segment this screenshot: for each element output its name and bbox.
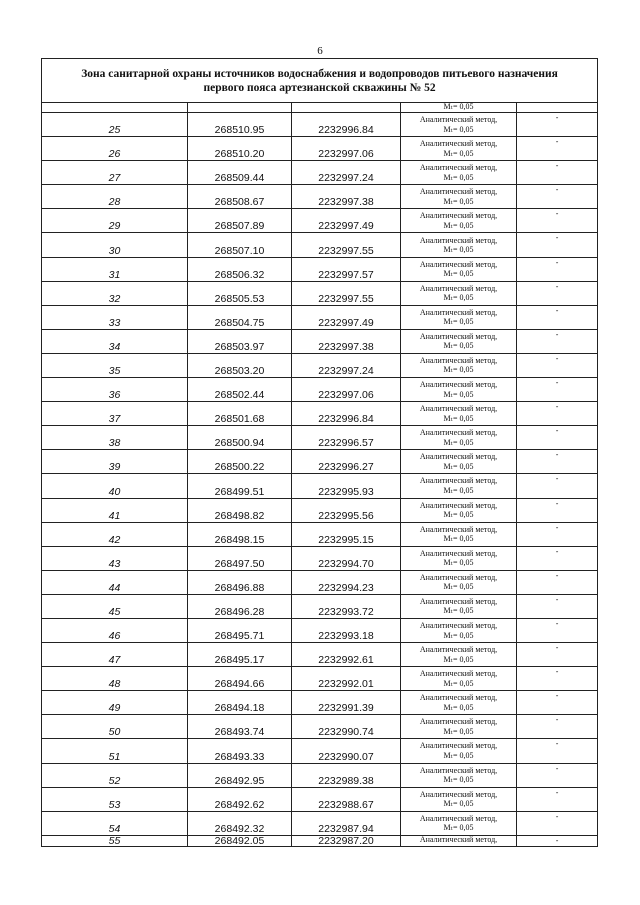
x-coordinate-cell: 268493.33 [188,739,292,763]
method-precision: Mₜ= 0,05 [443,245,474,255]
method-precision: Mₜ= 0,05 [443,172,474,182]
note-cell: - [517,763,598,787]
y-coordinate-cell: 2232997.57 [292,257,401,281]
method-cell [401,715,517,739]
method-precision: Mₜ= 0,05 [443,413,474,423]
y-coordinate-cell: 2232992.61 [292,643,401,667]
note-cell: - [517,353,598,377]
method-name: Аналитический метод, [419,452,498,462]
point-number-cell: 49 [42,691,188,715]
method-name: Аналитический метод, [419,211,498,221]
note-cell: - [517,426,598,450]
x-coordinate-cell: 268506.32 [188,257,292,281]
x-coordinate-cell: 268498.15 [188,522,292,546]
method-cell [401,618,517,642]
x-coordinate-cell: 268510.95 [188,113,292,137]
y-coordinate-cell: 2232995.56 [292,498,401,522]
point-number-cell: 31 [42,257,188,281]
y-coordinate-cell: 2232996.27 [292,450,401,474]
method-name: Аналитический метод, [419,717,498,727]
note-cell: - [517,498,598,522]
method-name: Аналитический метод, [419,500,498,510]
page-number: 6 [317,45,323,57]
note-cell: - [517,281,598,305]
y-coordinate-cell: 2232991.39 [292,691,401,715]
method-name: Аналитический метод, [419,813,498,823]
point-number-cell: 50 [42,715,188,739]
x-coordinate-cell: 268498.82 [188,498,292,522]
method-name: Аналитический метод, [419,139,498,149]
method-precision: Mₜ= 0,05 [443,702,474,712]
method-cell [401,103,517,113]
table-body [42,59,598,847]
table-row [42,546,598,570]
table-row [42,618,598,642]
method-name: Аналитический метод, [419,645,498,655]
note-cell: - [517,402,598,426]
point-number-cell: 35 [42,353,188,377]
method-precision: Mₜ= 0,05 [443,461,474,471]
x-coordinate-cell: 268505.53 [188,281,292,305]
method-precision: Mₜ= 0,05 [443,775,474,785]
note-cell: - [517,546,598,570]
method-precision: Mₜ= 0,05 [443,534,474,544]
y-coordinate-cell: 2232994.70 [292,546,401,570]
note-cell: - [517,811,598,835]
x-coordinate-cell: 268510.20 [188,137,292,161]
method-cell [401,835,517,846]
x-coordinate-cell: 268503.20 [188,353,292,377]
y-coordinate-cell: 2232997.38 [292,329,401,353]
table-row [42,811,598,835]
table-row [42,739,598,763]
x-coordinate-cell: 268495.71 [188,618,292,642]
method-name: Аналитический метод, [419,669,498,679]
point-number-cell: 33 [42,305,188,329]
table-row [42,787,598,811]
x-coordinate-cell: 268503.97 [188,329,292,353]
table-row [42,378,598,402]
method-name: Аналитический метод, [419,693,498,703]
method-name: Аналитический метод, [419,187,498,197]
y-coordinate-cell: 2232997.55 [292,233,401,257]
table-row [42,185,598,209]
method-precision: Mₜ= 0,05 [443,341,474,351]
x-coordinate-cell: 268493.74 [188,715,292,739]
point-number-cell: 54 [42,811,188,835]
y-coordinate-cell: 2232996.84 [292,113,401,137]
method-name: Аналитический метод, [419,115,498,125]
y-coordinate-cell: 2232997.24 [292,353,401,377]
note-cell: - [517,329,598,353]
y-coordinate-cell: 2232996.57 [292,426,401,450]
note-cell: - [517,305,598,329]
table-row [42,233,598,257]
method-name: Аналитический метод, [419,355,498,365]
point-number-cell: 38 [42,426,188,450]
method-precision: Mₜ= 0,05 [443,102,474,111]
method-cell [401,402,517,426]
note-cell: - [517,594,598,618]
point-number-cell: 45 [42,594,188,618]
method-name: Аналитический метод, [419,524,498,534]
method-cell [401,161,517,185]
method-cell [401,739,517,763]
table-row [42,137,598,161]
point-number-cell: 26 [42,137,188,161]
point-number-cell: 37 [42,402,188,426]
point-number-cell: 29 [42,209,188,233]
point-number-cell: 52 [42,763,188,787]
x-coordinate-cell: 268496.28 [188,594,292,618]
table-row [42,305,598,329]
method-precision: Mₜ= 0,05 [443,654,474,664]
y-coordinate-cell: 2232990.07 [292,739,401,763]
note-cell: - [517,185,598,209]
method-name: Аналитический метод, [419,765,498,775]
y-coordinate-cell: 2232993.72 [292,594,401,618]
table-row [42,353,598,377]
note-cell: - [517,715,598,739]
y-coordinate-cell: 2232997.49 [292,209,401,233]
x-coordinate-cell: 268501.68 [188,402,292,426]
table-row [42,835,598,846]
method-cell [401,691,517,715]
x-coordinate-cell: 268509.44 [188,161,292,185]
method-name: Аналитический метод, [419,835,498,844]
y-coordinate-cell: 2232997.55 [292,281,401,305]
method-precision: Mₜ= 0,05 [443,510,474,520]
note-cell: - [517,739,598,763]
table-row [42,113,598,137]
method-cell [401,329,517,353]
method-name: Аналитический метод, [419,331,498,341]
table-row [42,643,598,667]
x-coordinate-cell: 268507.89 [188,209,292,233]
method-precision: Mₜ= 0,05 [443,365,474,375]
method-cell [401,378,517,402]
y-coordinate-cell: 2232987.94 [292,811,401,835]
x-coordinate-cell: 268492.62 [188,787,292,811]
point-number-cell: 43 [42,546,188,570]
point-number-cell: 55 [42,835,188,846]
y-coordinate-cell: 2232997.24 [292,161,401,185]
title-line-1: Зона санитарной охраны источников водоснабжения и водопроводов питьевого назначения [81,67,558,80]
point-number-cell: 41 [42,498,188,522]
point-number-cell: 48 [42,667,188,691]
y-coordinate-cell: 2232995.93 [292,474,401,498]
method-cell [401,546,517,570]
table-row [42,209,598,233]
method-name: Аналитический метод, [419,380,498,390]
point-number-cell: 36 [42,378,188,402]
note-cell: - [517,257,598,281]
point-number-cell: 28 [42,185,188,209]
table-row [42,570,598,594]
table-title [42,59,598,103]
point-number-cell [42,103,188,113]
table-row [42,257,598,281]
method-cell [401,522,517,546]
method-cell [401,305,517,329]
title-line-2: первого пояса артезианской скважины № 52 [203,81,436,94]
method-name: Аналитический метод, [419,476,498,486]
note-cell: - [517,618,598,642]
method-cell [401,498,517,522]
method-name: Аналитический метод, [419,741,498,751]
method-precision: Mₜ= 0,05 [443,196,474,206]
table-row [42,594,598,618]
y-coordinate-cell: 2232993.18 [292,618,401,642]
x-coordinate-cell: 268492.95 [188,763,292,787]
note-cell: - [517,137,598,161]
x-coordinate-cell: 268507.10 [188,233,292,257]
y-coordinate-cell: 2232995.15 [292,522,401,546]
point-number-cell: 34 [42,329,188,353]
note-cell: - [517,450,598,474]
method-name: Аналитический метод, [419,307,498,317]
note-cell [517,103,598,113]
table-row [42,450,598,474]
x-coordinate-cell: 268494.66 [188,667,292,691]
table-row [42,103,598,113]
point-number-cell: 39 [42,450,188,474]
x-coordinate-cell: 268500.22 [188,450,292,474]
method-name: Аналитический метод, [419,621,498,631]
method-name: Аналитический метод, [419,789,498,799]
method-precision: Mₜ= 0,05 [443,389,474,399]
method-precision: Mₜ= 0,05 [443,558,474,568]
point-number-cell: 47 [42,643,188,667]
y-coordinate-cell [292,103,401,113]
point-number-cell: 42 [42,522,188,546]
method-precision: Mₜ= 0,05 [443,269,474,279]
method-cell [401,667,517,691]
x-coordinate-cell: 268499.51 [188,474,292,498]
method-precision: Mₜ= 0,05 [443,317,474,327]
coordinates-table [41,58,598,847]
table-row [42,498,598,522]
method-cell [401,787,517,811]
table-row [42,426,598,450]
method-cell [401,474,517,498]
method-cell [401,570,517,594]
x-coordinate-cell [188,103,292,113]
method-precision: Mₜ= 0,05 [443,750,474,760]
x-coordinate-cell: 268496.88 [188,570,292,594]
note-cell: - [517,522,598,546]
method-cell [401,233,517,257]
method-name: Аналитический метод, [419,163,498,173]
note-cell: - [517,643,598,667]
y-coordinate-cell: 2232992.01 [292,667,401,691]
table-row [42,402,598,426]
method-cell [401,257,517,281]
method-cell [401,763,517,787]
method-cell [401,643,517,667]
method-cell [401,450,517,474]
method-cell [401,137,517,161]
x-coordinate-cell: 268502.44 [188,378,292,402]
y-coordinate-cell: 2232997.06 [292,137,401,161]
table-row [42,763,598,787]
note-cell: - [517,113,598,137]
note-cell: - [517,233,598,257]
x-coordinate-cell: 268492.05 [188,835,292,846]
method-precision: Mₜ= 0,05 [443,485,474,495]
method-precision: Mₜ= 0,05 [443,220,474,230]
table-row [42,329,598,353]
method-precision: Mₜ= 0,05 [443,678,474,688]
point-number-cell: 32 [42,281,188,305]
y-coordinate-cell: 2232997.49 [292,305,401,329]
y-coordinate-cell: 2232996.84 [292,402,401,426]
method-precision: Mₜ= 0,05 [443,726,474,736]
point-number-cell: 27 [42,161,188,185]
y-coordinate-cell: 2232989.38 [292,763,401,787]
x-coordinate-cell: 268500.94 [188,426,292,450]
note-cell: - [517,161,598,185]
note-cell: - [517,691,598,715]
method-precision: Mₜ= 0,05 [443,293,474,303]
note-cell: - [517,570,598,594]
method-name: Аналитический метод, [419,404,498,414]
title-row [42,59,598,103]
point-number-cell: 46 [42,618,188,642]
y-coordinate-cell: 2232994.23 [292,570,401,594]
note-cell: - [517,209,598,233]
y-coordinate-cell: 2232988.67 [292,787,401,811]
table-row [42,474,598,498]
table-row [42,522,598,546]
method-cell [401,113,517,137]
method-precision: Mₜ= 0,05 [443,148,474,158]
x-coordinate-cell: 268508.67 [188,185,292,209]
x-coordinate-cell: 268494.18 [188,691,292,715]
point-number-cell: 40 [42,474,188,498]
y-coordinate-cell: 2232997.38 [292,185,401,209]
y-coordinate-cell: 2232987.20 [292,835,401,846]
note-cell: - [517,667,598,691]
table-row [42,691,598,715]
point-number-cell: 44 [42,570,188,594]
method-cell [401,353,517,377]
method-cell [401,209,517,233]
point-number-cell: 30 [42,233,188,257]
x-coordinate-cell: 268504.75 [188,305,292,329]
method-precision: Mₜ= 0,05 [443,437,474,447]
method-precision: Mₜ= 0,05 [443,124,474,134]
x-coordinate-cell: 268495.17 [188,643,292,667]
method-name: Аналитический метод, [419,596,498,606]
method-precision: Mₜ= 0,05 [443,606,474,616]
method-name: Аналитический метод, [419,235,498,245]
method-name: Аналитический метод, [419,259,498,269]
method-precision: Mₜ= 0,05 [443,630,474,640]
table-row [42,281,598,305]
method-name: Аналитический метод, [419,572,498,582]
method-cell [401,426,517,450]
method-cell [401,281,517,305]
method-name: Аналитический метод, [419,548,498,558]
point-number-cell: 25 [42,113,188,137]
y-coordinate-cell: 2232997.06 [292,378,401,402]
point-number-cell: 53 [42,787,188,811]
note-cell: - [517,378,598,402]
table-row [42,667,598,691]
method-cell [401,185,517,209]
x-coordinate-cell: 268497.50 [188,546,292,570]
method-precision: Mₜ= 0,05 [443,582,474,592]
table-row [42,715,598,739]
method-precision: Mₜ= 0,05 [443,823,474,833]
note-cell: - [517,787,598,811]
method-name: Аналитический метод, [419,428,498,438]
method-precision: Mₜ= 0,05 [443,799,474,809]
y-coordinate-cell: 2232990.74 [292,715,401,739]
method-name: Аналитический метод, [419,283,498,293]
point-number-cell: 51 [42,739,188,763]
method-cell [401,594,517,618]
note-cell: - [517,835,598,846]
note-cell: - [517,474,598,498]
table-row [42,161,598,185]
method-cell [401,811,517,835]
x-coordinate-cell: 268492.32 [188,811,292,835]
